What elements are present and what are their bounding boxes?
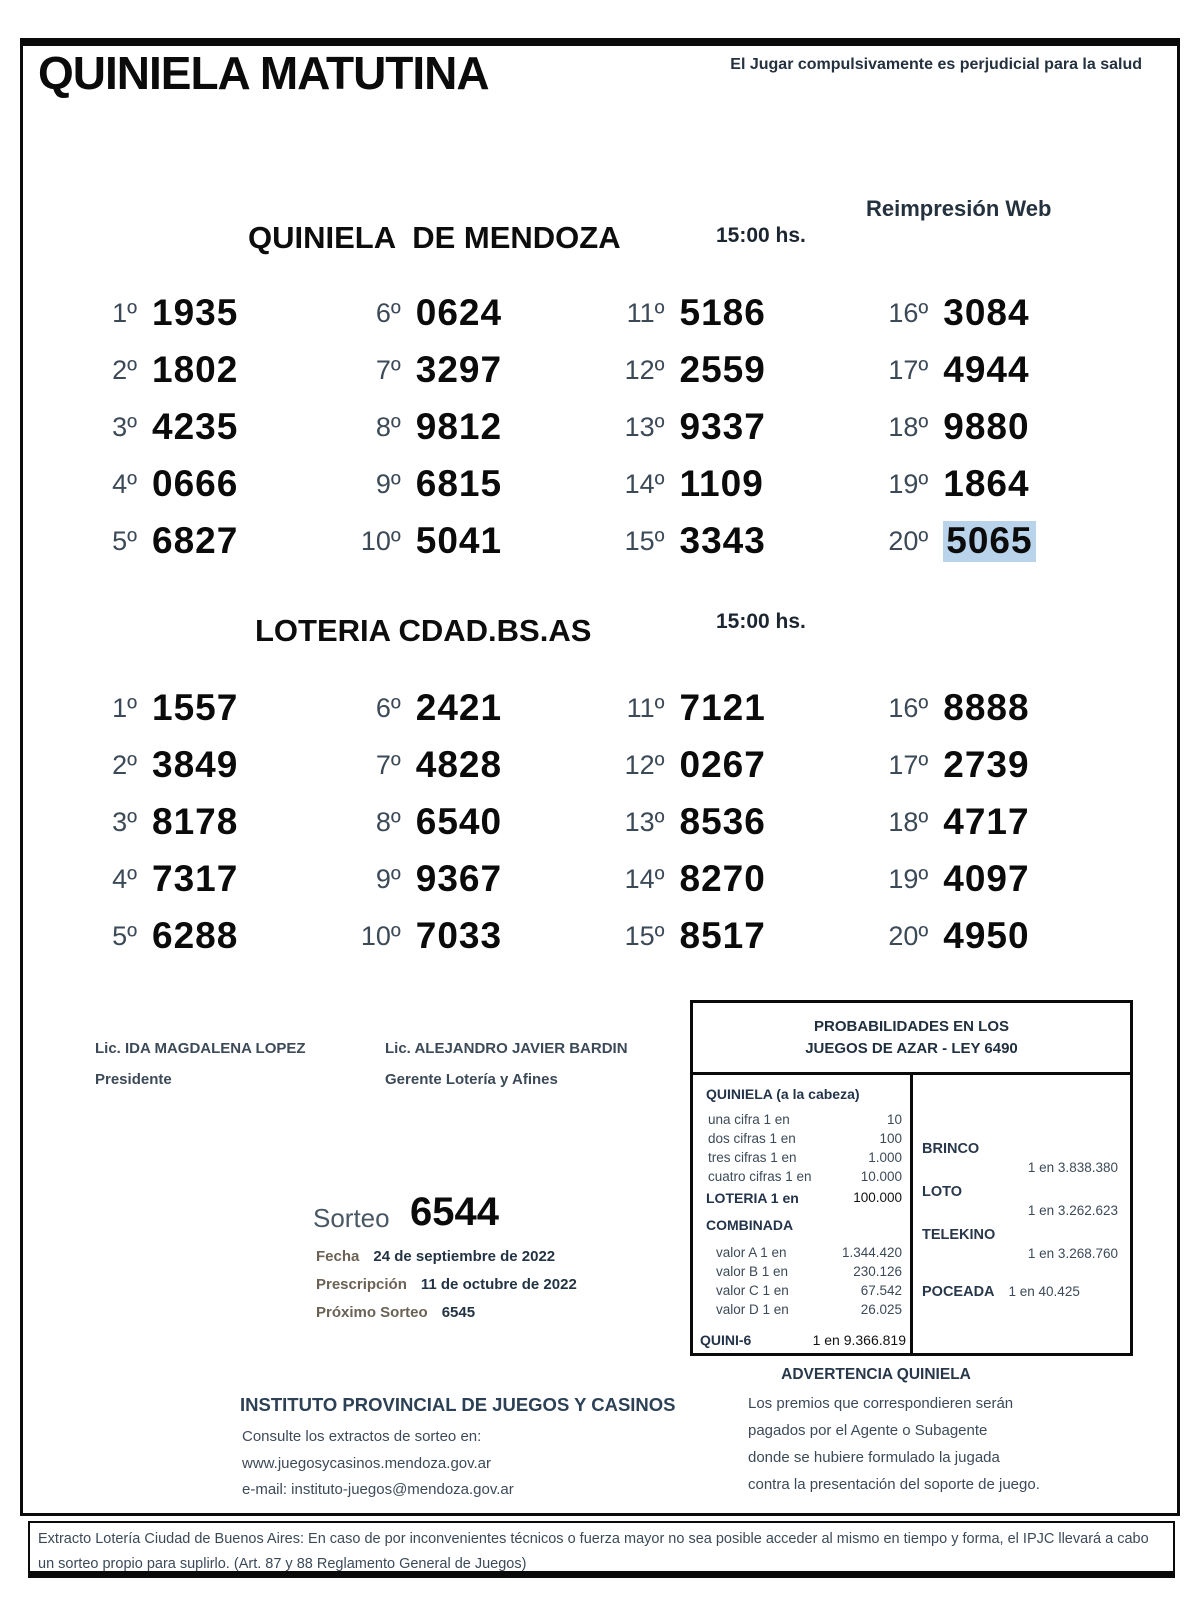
game-odds: 1 en 40.425 [1008,1284,1080,1299]
result-cell [85,745,349,802]
probability-value: 1.344.420 [841,1245,902,1260]
result-cell [876,350,1140,407]
result-cell [613,407,877,464]
quiniela-odds-rows [708,1110,902,1186]
result-position: 13º [624,412,665,442]
probability-label: valor B 1 en [716,1264,789,1279]
result-position: 9º [375,864,401,894]
result-position: 7º [375,355,401,385]
game-odds: 1 en 3.268.760 [1027,1246,1118,1261]
result-number: 8517 [679,915,766,956]
proximo-sorteo-line [316,1304,475,1321]
probabilities-title [693,1003,1130,1075]
prescripcion-value: 11 de octubre de 2022 [420,1276,577,1293]
bsas-results-grid [85,688,1140,973]
probability-row [708,1129,902,1148]
prescripcion-line [316,1276,577,1293]
result-cell [876,407,1140,464]
result-number: 4828 [415,744,503,785]
result-position: 14º [624,469,665,499]
result-number: 4944 [943,349,1030,390]
probability-label: valor A 1 en [716,1245,787,1260]
result-number: 7033 [415,915,503,956]
result-position: 11º [626,298,665,328]
result-position: 18º [888,807,929,837]
quiniela-odds-header: QUINIELA (a la cabeza) [706,1086,860,1102]
result-position: 9º [375,469,401,499]
fecha-value: 24 de septiembre de 2022 [373,1248,556,1265]
combinada-rows [716,1243,902,1319]
result-cell [613,745,877,802]
proximo-sorteo-label: Próximo Sorteo [316,1304,428,1321]
result-number: 6827 [152,520,239,561]
probability-value: 10 [886,1112,902,1127]
result-cell [85,802,349,859]
result-number: 4717 [943,801,1030,842]
text-line: pagados por el Agente o Subagente [748,1422,988,1439]
result-cell [349,350,613,407]
result-number: 8178 [152,801,239,842]
advertencia-text [748,1390,1168,1498]
result-number: 3297 [415,349,503,390]
result-position: 17º [888,750,929,780]
result-position: 10º [360,526,401,556]
result-cell [876,859,1140,916]
game-entry [922,1140,1118,1178]
result-position: 2º [112,355,137,385]
other-games-odds [922,1140,1118,1307]
text-line: Consulte los extractos de sorteo en: [242,1428,482,1445]
result-number: 9337 [679,406,766,447]
result-cell [613,521,877,578]
result-number: 9880 [943,406,1030,447]
probability-value: 100 [879,1131,902,1146]
result-cell [613,464,877,521]
combinada-header: COMBINADA [706,1217,794,1233]
result-cell [876,521,1140,578]
result-cell [349,916,613,973]
result-number: 5041 [415,520,503,561]
result-cell [85,293,349,350]
result-number: 2739 [943,744,1030,785]
result-position: 10º [360,921,401,951]
result-position: 1º [112,693,137,723]
result-position: 19º [888,469,929,499]
game-name: TELEKINO [922,1227,996,1243]
result-number: 1935 [152,292,239,333]
result-cell [876,688,1140,745]
result-position: 2º [112,750,137,780]
result-number: 9367 [415,858,503,899]
result-cell [876,916,1140,973]
official-manager [385,1040,628,1088]
probability-label: tres cifras 1 en [708,1150,797,1165]
result-number: 4950 [943,915,1030,956]
result-number: 0267 [679,744,766,785]
result-cell [85,916,349,973]
result-cell [349,688,613,745]
institute-name: INSTITUTO PROVINCIAL DE JUEGOS Y CASINOS [240,1394,676,1415]
result-cell [349,521,613,578]
result-position: 16º [888,693,929,723]
fecha-line [316,1248,555,1265]
result-cell [876,293,1140,350]
sorteo-label: Sorteo [313,1203,390,1233]
result-position: 5º [112,526,137,556]
result-number: 5186 [679,292,766,333]
sorteo-number: 6544 [410,1190,499,1234]
result-number: 8270 [679,858,766,899]
probabilities-divider [910,1072,913,1353]
result-cell [876,464,1140,521]
probability-label: dos cifras 1 en [708,1131,796,1146]
result-position: 3º [112,807,137,837]
result-number: 8888 [943,687,1030,728]
result-number: 6288 [152,915,239,956]
game-odds: 1 en 3.262.623 [1027,1203,1118,1218]
result-position: 8º [375,412,401,442]
official-name: Lic. IDA MAGDALENA LOPEZ [95,1040,306,1057]
official-role: Presidente [95,1071,172,1088]
result-number: 2421 [415,687,503,728]
result-position: 20º [888,921,929,951]
probability-label: cuatro cifras 1 en [708,1169,812,1184]
probability-label: valor C 1 en [716,1283,789,1298]
mendoza-results-grid [85,293,1140,578]
probability-value: 26.025 [860,1302,902,1317]
result-number: 4097 [943,858,1030,899]
probability-row [708,1148,902,1167]
result-number: 3343 [679,520,766,561]
result-number: 2559 [679,349,766,390]
mendoza-draw-time: 15:00 hs. [716,224,806,247]
result-cell [85,464,349,521]
official-role: Gerente Lotería y Afines [385,1071,558,1088]
result-cell [876,745,1140,802]
quini6-label: QUINI-6 [700,1332,752,1348]
result-number: 1557 [152,687,239,728]
result-position: 12º [624,355,665,385]
result-position: 17º [888,355,929,385]
text-line: Los premios que correspondieren serán [748,1395,1014,1412]
text-line: donde se hubiere formulado la jugada [748,1449,1000,1466]
result-number: 1864 [943,463,1030,504]
probability-value: 10.000 [860,1169,902,1184]
result-position: 12º [624,750,665,780]
loteria-odds-row [706,1190,902,1206]
probability-row [716,1300,902,1319]
result-number: 6815 [415,463,503,504]
text-line: e-mail: instituto-juegos@mendoza.gov.ar [242,1481,514,1498]
probability-row [716,1243,902,1262]
result-cell [349,859,613,916]
probabilities-title-line1: PROBABILIDADES EN LOS [813,1017,1009,1035]
game-name: POCEADA [922,1284,995,1300]
proximo-sorteo-value: 6545 [441,1304,476,1321]
text-line: www.juegosycasinos.mendoza.gov.ar [242,1454,492,1472]
result-cell [85,859,349,916]
result-cell [613,688,877,745]
result-position: 13º [624,807,665,837]
result-position: 5º [112,921,137,951]
loteria-odds-value: 100.000 [853,1190,902,1205]
result-number: 0666 [152,463,239,504]
game-entry [922,1282,1118,1302]
result-position: 8º [375,807,401,837]
probability-value: 230.126 [853,1264,902,1279]
result-position: 4º [112,469,137,499]
result-cell [349,745,613,802]
result-cell [349,407,613,464]
prescripcion-label: Prescripción [316,1276,407,1293]
page-title: QUINIELA MATUTINA [38,47,489,99]
result-cell [613,350,877,407]
result-cell [349,802,613,859]
result-number: 3084 [943,292,1030,333]
probability-row [708,1110,902,1129]
result-position: 11º [626,693,665,723]
result-position: 1º [112,298,137,328]
result-position: 4º [112,864,137,894]
official-president [95,1040,306,1088]
result-number: 1109 [679,463,764,504]
probability-row [716,1281,902,1300]
game-entry [922,1183,1118,1221]
bsas-draw-title: LOTERIA CDAD.BS.AS [255,613,592,648]
result-position: 18º [888,412,929,442]
probability-label: valor D 1 en [716,1302,789,1317]
game-entry [922,1226,1118,1264]
probabilities-title-line2: JUEGOS DE AZAR - LEY 6490 [805,1039,1018,1057]
result-number: 1802 [152,349,239,390]
probability-value: 67.542 [860,1283,902,1298]
result-number: 0624 [415,292,503,333]
result-position: 15º [624,526,665,556]
result-cell [613,916,877,973]
result-cell [349,464,613,521]
probability-row [716,1262,902,1281]
result-cell [85,407,349,464]
result-cell [85,350,349,407]
advertencia-title: ADVERTENCIA QUINIELA [781,1366,971,1383]
result-number-highlighted: 5065 [943,521,1035,562]
gambling-warning: El Jugar compulsivamente es perjudicial para la salud [730,56,1142,73]
probability-row [708,1167,902,1186]
result-cell [613,859,877,916]
result-cell [85,688,349,745]
result-position: 14º [624,864,665,894]
loteria-odds-label: LOTERIA 1 en [706,1190,799,1206]
result-position: 16º [888,298,929,328]
text-line: contra la presentación del soporte de juego. [748,1476,1040,1493]
quini6-value: 1 en 9.366.819 [812,1332,906,1348]
bsas-draw-time: 15:00 hs. [716,610,806,633]
game-name: BRINCO [922,1141,980,1157]
result-position: 3º [112,412,137,442]
result-position: 19º [888,864,929,894]
reprint-web-label: Reimpresión Web [866,196,1052,221]
result-number: 6540 [415,801,503,842]
game-odds: 1 en 3.838.380 [1027,1160,1118,1175]
result-number: 7121 [679,687,766,728]
probability-label: una cifra 1 en [708,1112,790,1127]
result-number: 4235 [152,406,239,447]
probability-value: 1.000 [868,1150,902,1165]
result-cell [613,293,877,350]
footer-disclaimer: Extracto Lotería Ciudad de Buenos Aires: En caso de por inconvenientes técnicos o fuerza mayor no sea posible acceder al mismo en tiempo y forma, el IPJC llevará a cabo un sorteo propio para suplirlo. (Art. 87 y 88 Reglamento General de Juegos) [38,1531,1149,1572]
result-position: 20º [888,526,929,556]
result-cell [613,802,877,859]
result-position: 15º [624,921,665,951]
result-cell [85,521,349,578]
official-name: Lic. ALEJANDRO JAVIER BARDIN [385,1040,628,1057]
institute-contact-lines [242,1424,722,1504]
quini6-row [700,1332,906,1348]
fecha-label: Fecha [316,1248,360,1265]
result-number: 7317 [152,858,239,899]
result-position: 6º [375,693,401,723]
result-number: 9812 [415,406,503,447]
game-name: LOTO [922,1184,963,1200]
result-position: 6º [375,298,401,328]
result-number: 3849 [152,744,239,785]
result-number: 8536 [679,801,766,842]
result-cell [876,802,1140,859]
mendoza-draw-title: QUINIELA DE MENDOZA [248,220,621,255]
result-position: 7º [375,750,401,780]
result-cell [349,293,613,350]
